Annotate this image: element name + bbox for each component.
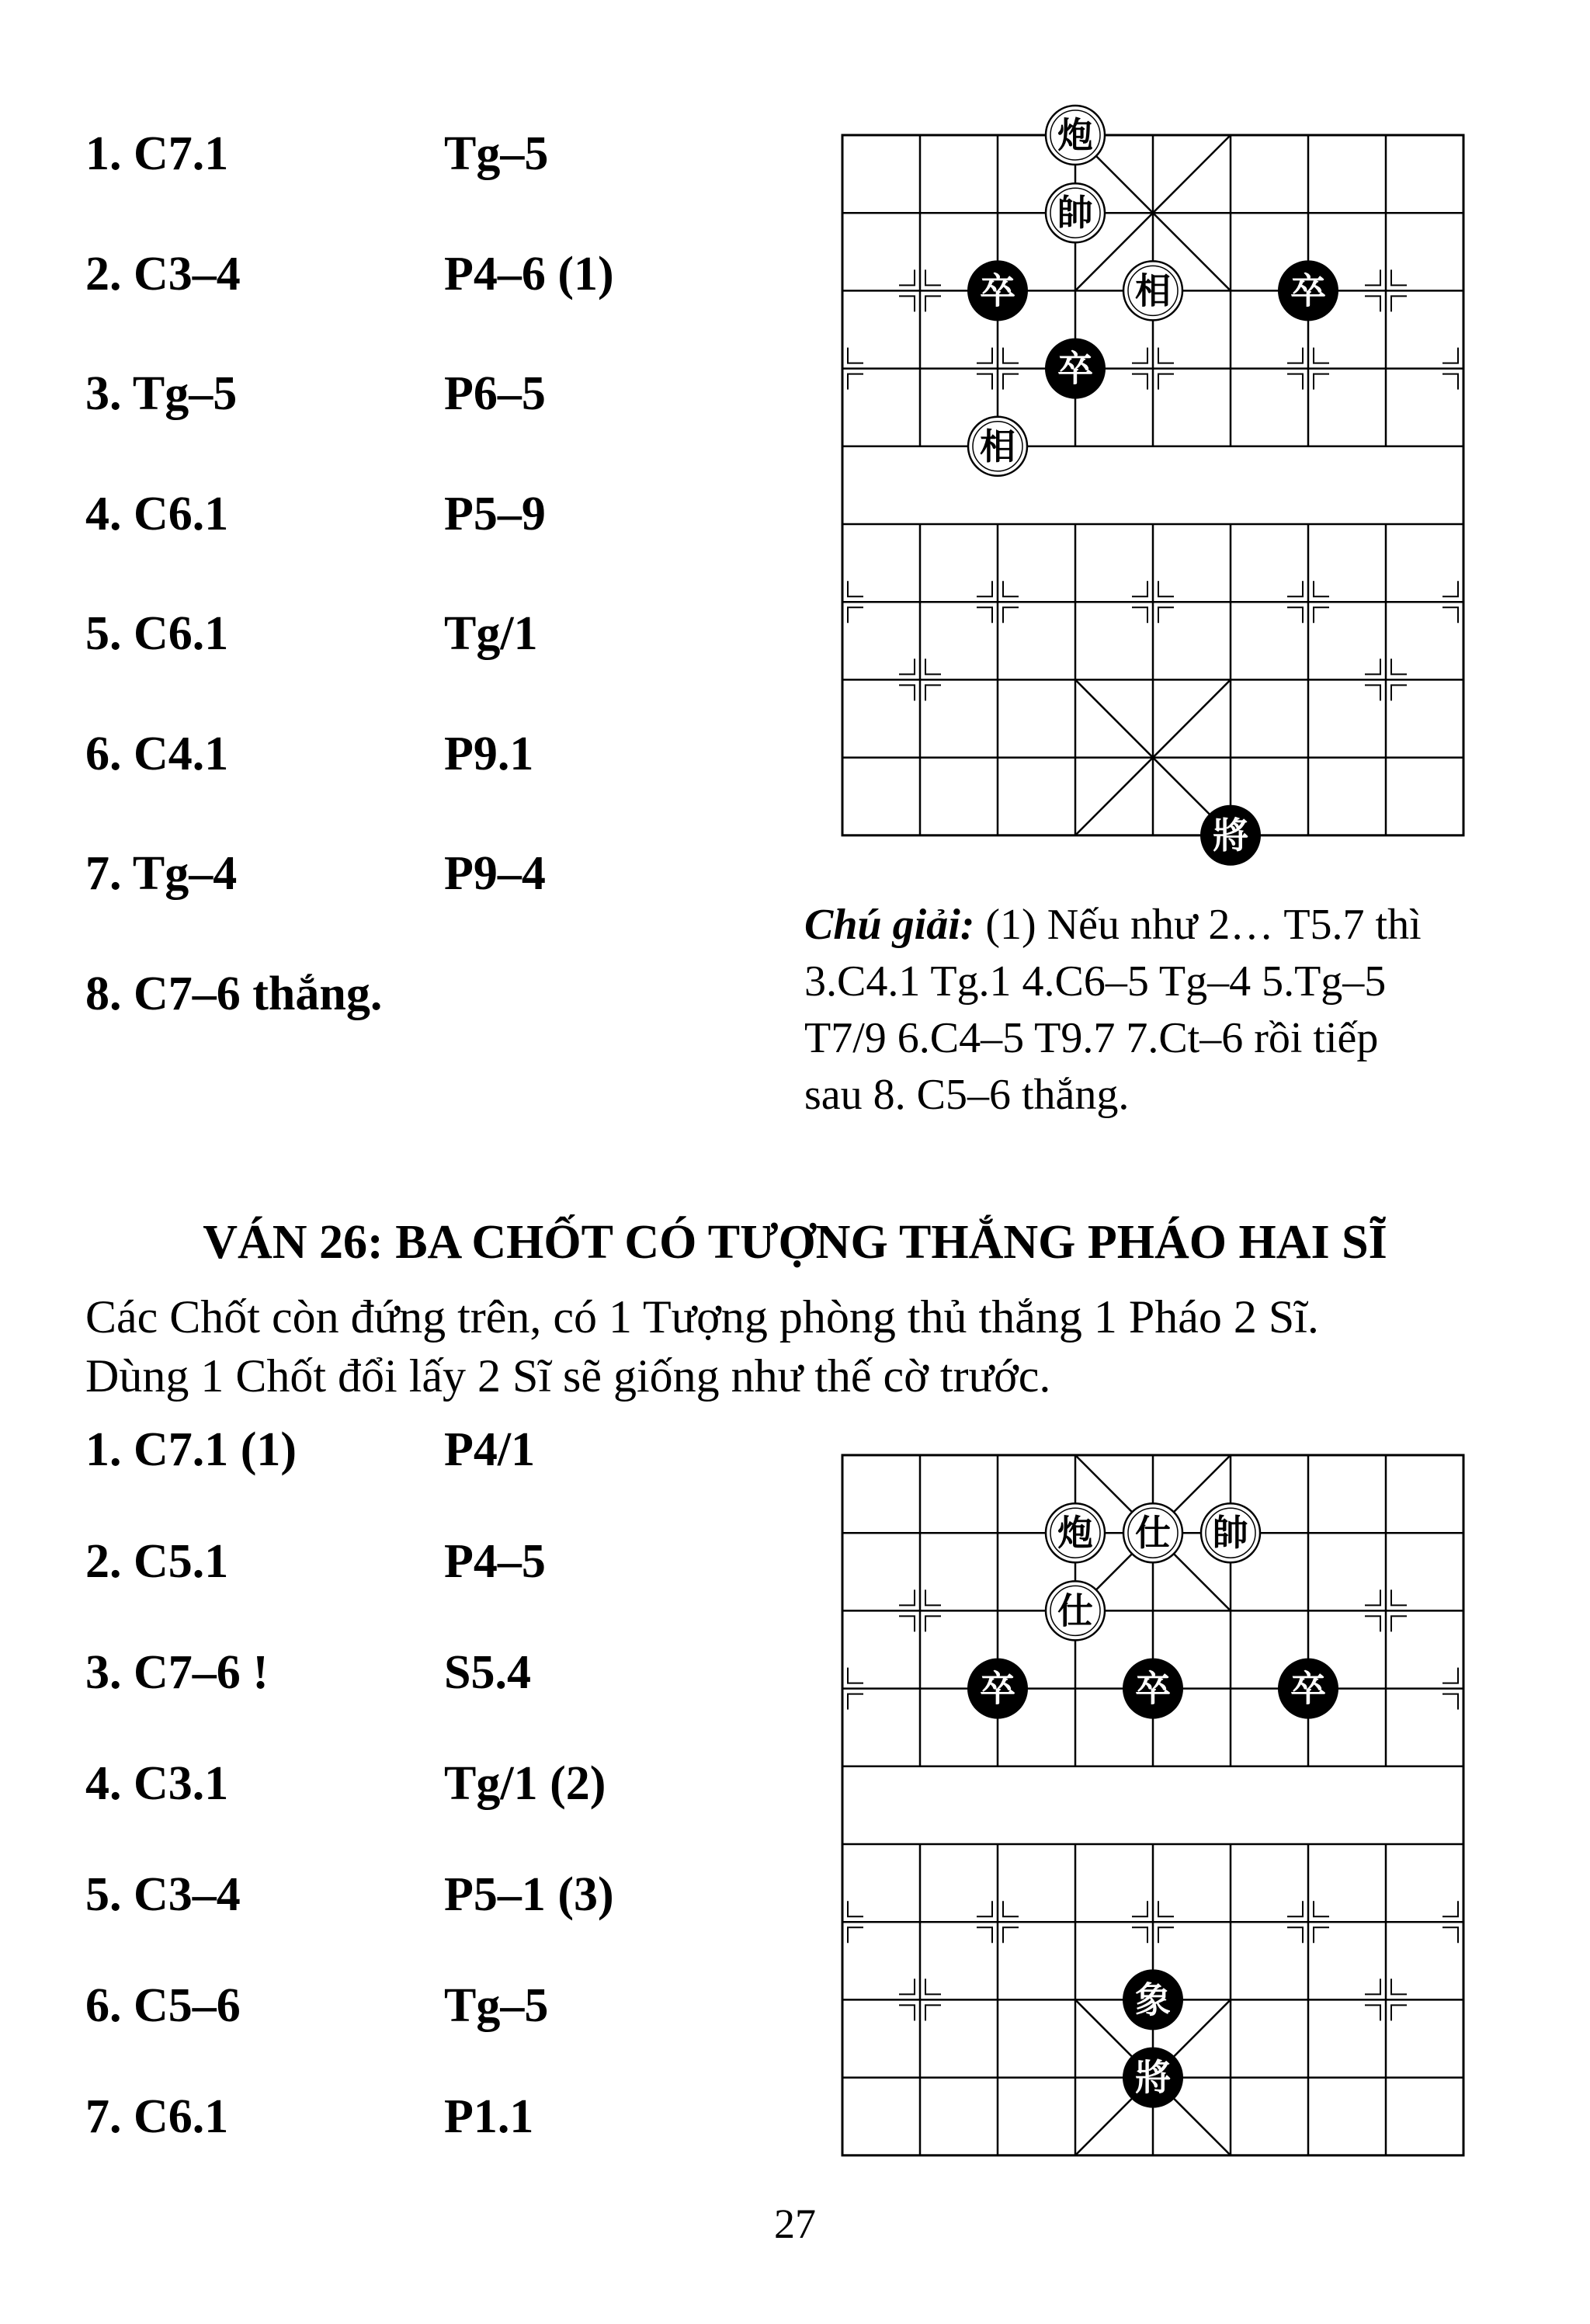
game2-xiangqi-board: [842, 1455, 1463, 2156]
piece-black: [1201, 806, 1260, 865]
red-move: 7. C6.1: [85, 2090, 229, 2143]
game1-annotation: [804, 897, 1519, 1124]
annotation-line: sau 8. C5–6 thắng.: [804, 1071, 1130, 1119]
piece-char: 炮: [1057, 114, 1093, 156]
page-number: 27: [774, 2201, 816, 2247]
red-move: 2. C5.1: [85, 1535, 229, 1588]
piece-char: 將: [1213, 814, 1248, 856]
piece-black: [1123, 1970, 1182, 2029]
piece-black: [1123, 2048, 1182, 2107]
piece-char: 炮: [1057, 1512, 1093, 1555]
piece-char: 卒: [1290, 1667, 1326, 1710]
red-move: 3. Tg–5: [85, 367, 238, 420]
piece-char: 卒: [1135, 1667, 1171, 1710]
red-move: 7. Tg–4: [85, 847, 238, 900]
red-move: 6. C4.1: [85, 728, 229, 780]
black-move: S5.4: [444, 1646, 531, 1699]
black-move: P6–5: [444, 367, 546, 420]
black-move: Tg/1: [444, 607, 538, 660]
piece-red: [1046, 106, 1105, 165]
black-move: P9.1: [444, 728, 534, 780]
piece-char: 相: [1135, 269, 1171, 312]
piece-red: [1201, 1503, 1260, 1562]
piece-black: [968, 1659, 1027, 1718]
piece-black: [1123, 1659, 1182, 1718]
piece-red: [1046, 183, 1105, 242]
board-grid: [842, 135, 1463, 835]
piece-red: [1046, 1581, 1105, 1640]
red-move: 4. C3.1: [85, 1757, 229, 1810]
intro-line: Dùng 1 Chốt đổi lấy 2 Sĩ sẽ giống như thế cờ trước.: [85, 1350, 1051, 1402]
black-move: P4–6 (1): [444, 248, 614, 300]
black-move: P5–1 (3): [444, 1868, 614, 1921]
piece-red: [968, 417, 1027, 476]
annotation-line: Chú giải: (1) Nếu như 2… T5.7 thì: [804, 901, 1422, 949]
black-move: P4–5: [444, 1535, 546, 1588]
annotation-line: T7/9 6.C4–5 T9.7 7.Ct–6 rồi tiếp: [804, 1014, 1379, 1062]
black-move: P9–4: [444, 847, 546, 900]
piece-black: [1046, 339, 1105, 398]
final-move: 8. C7–6 thắng.: [85, 967, 383, 1020]
piece-char: 仕: [1135, 1512, 1171, 1555]
piece-char: 卒: [1290, 269, 1326, 312]
red-move: 5. C3–4: [85, 1868, 241, 1921]
black-move: Tg/1 (2): [444, 1757, 606, 1810]
piece-char: 卒: [980, 269, 1015, 312]
piece-char: 象: [1135, 1978, 1171, 2021]
game2-intro: [85, 1287, 1319, 1405]
piece-char: 卒: [980, 1667, 1015, 1710]
black-move: P4/1: [444, 1423, 536, 1476]
annotation-line: 3.C4.1 Tg.1 4.C6–5 Tg–4 5.Tg–5: [804, 957, 1387, 1006]
red-move: 1. C7.1: [85, 127, 229, 180]
black-move: Tg–5: [444, 1979, 549, 2032]
piece-char: 將: [1135, 2056, 1171, 2099]
intro-line: Các Chốt còn đứng trên, có 1 Tượng phòng thủ thắng 1 Pháo 2 Sĩ.: [85, 1291, 1319, 1343]
red-move: 1. C7.1 (1): [85, 1423, 297, 1476]
piece-black: [968, 261, 1027, 320]
annotation-label: Chú giải:: [804, 901, 975, 949]
red-move: 6. C5–6: [85, 1979, 241, 2032]
red-move: 2. C3–4: [85, 248, 241, 300]
piece-red: [1123, 1503, 1182, 1562]
piece-char: 相: [980, 425, 1015, 467]
red-move: 3. C7–6 !: [85, 1646, 269, 1699]
black-move: P5–9: [444, 488, 546, 540]
piece-char: 帥: [1213, 1512, 1248, 1555]
piece-red: [1046, 1503, 1105, 1562]
section-title: VÁN 26: BA CHỐT CÓ TƯỢNG THẮNG PHÁO HAI SĨ: [203, 1216, 1387, 1269]
black-move: Tg–5: [444, 127, 549, 180]
piece-black: [1279, 1659, 1338, 1718]
piece-red: [1123, 261, 1182, 320]
piece-black: [1279, 261, 1338, 320]
black-move: P1.1: [444, 2090, 534, 2143]
red-move: 4. C6.1: [85, 488, 229, 540]
piece-char: 仕: [1057, 1589, 1093, 1632]
piece-char: 帥: [1057, 192, 1093, 234]
red-move: 5. C6.1: [85, 607, 229, 660]
game1-xiangqi-board: [842, 114, 1463, 856]
piece-char: 卒: [1057, 347, 1093, 390]
